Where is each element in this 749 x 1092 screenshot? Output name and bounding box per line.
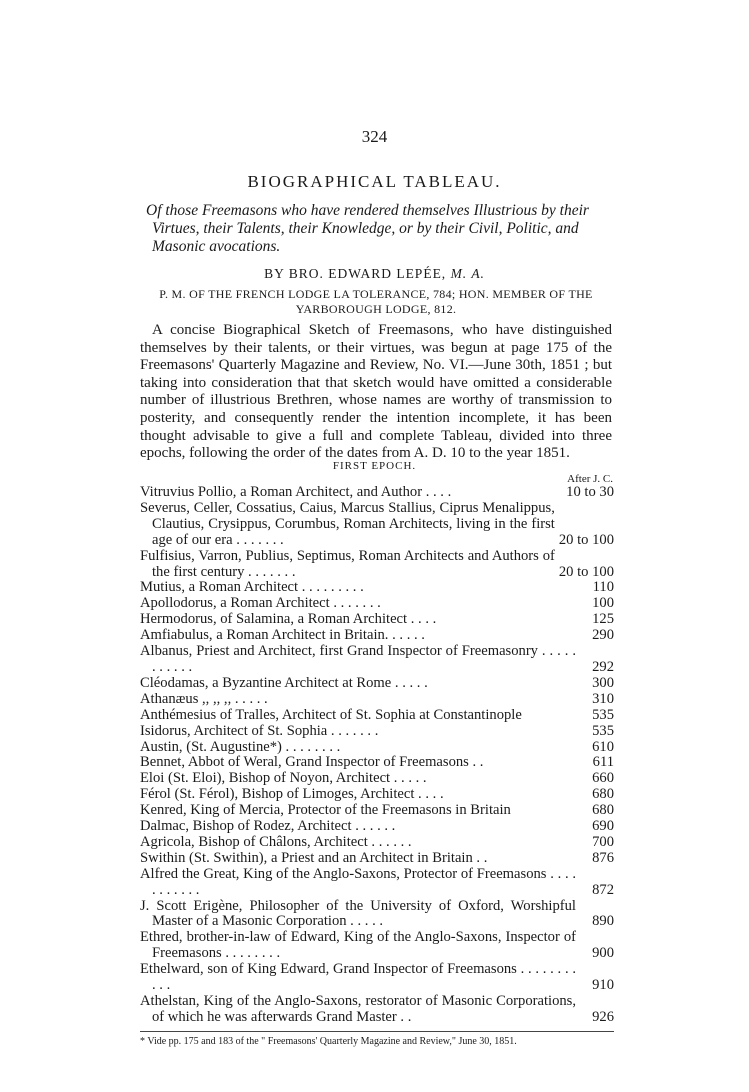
- entry-text: Mutius, a Roman Architect . . . . . . . . .: [140, 579, 364, 596]
- entry-text: Isidorus, Architect of St. Sophia . . . . . . .: [140, 722, 379, 739]
- entry-year: 20 to 100: [558, 531, 614, 548]
- entry-text: Kenred, King of Mercia, Protector of the Freemasons in Britain: [140, 802, 511, 819]
- entry-row: [140, 644, 614, 676]
- entry-year: 310: [592, 690, 614, 707]
- entry-year: 680: [592, 802, 614, 819]
- author-name: BY BRO. EDWARD LEPÉE,: [264, 266, 447, 281]
- entry-row: [140, 580, 614, 596]
- entry-text: Bennet, Abbot of Weral, Grand Inspector of Freemasons . .: [140, 754, 484, 771]
- entry-row: [140, 676, 614, 692]
- entry-text: Albanus, Priest and Architect, first Grand Inspector of Freemasonry . . . . . . . . . . .: [140, 643, 576, 675]
- author-affiliation: P. M. OF THE FRENCH LODGE LA TOLERANCE, 784; HON. MEMBER OF THE YARBOROUGH LODGE, 812.: [159, 287, 593, 316]
- entry-year: 926: [592, 1008, 614, 1025]
- entry-text: Hermodorus, of Salamina, a Roman Architect . . . .: [140, 611, 437, 628]
- entry-row: [140, 549, 614, 581]
- entry-text: Eloi (St. Eloi), Bishop of Noyon, Architect . . . . .: [140, 770, 427, 787]
- entry-row: [140, 596, 614, 612]
- entry-row: [140, 501, 614, 549]
- entry-row: [140, 803, 614, 819]
- entry-year: 125: [592, 611, 614, 628]
- entry-year: 610: [592, 738, 614, 755]
- entry-row: [140, 994, 614, 1026]
- entry-text: Athelstan, King of the Anglo-Saxons, restorator of Masonic Corporations, of which he was afterwards Grand Master . .: [140, 993, 576, 1025]
- entry-year: 890: [592, 913, 614, 930]
- entry-row: [140, 962, 614, 994]
- entry-year: 680: [592, 786, 614, 803]
- entry-row: [140, 755, 614, 771]
- entry-text: Ethelward, son of King Edward, Grand Inspector of Freemasons . . . . . . . . . . .: [140, 961, 576, 994]
- year-column-header: After J. C.: [567, 473, 613, 485]
- entry-text: Agricola, Bishop of Châlons, Architect . . . . . .: [140, 833, 412, 850]
- entry-year: 20 to 100: [558, 563, 614, 580]
- entry-year: 535: [592, 722, 614, 739]
- entry-year: 700: [592, 833, 614, 850]
- entry-row: [140, 724, 614, 740]
- page-title: BIOGRAPHICAL TABLEAU.: [247, 172, 502, 191]
- entry-text: Severus, Celler, Cossatius, Caius, Marcus Stallius, Ciprus Menalippus, Clautius, Crysippus, Corumbus, Roman Architects, living in the first age of our era . . . . . . .: [140, 499, 555, 548]
- footnote: * Vide pp. 175 and 183 of the " Freemasons' Quarterly Magazine and Review," June 30, 1851.: [140, 1036, 517, 1047]
- entry-year: 876: [592, 849, 614, 866]
- entry-row: [140, 787, 614, 803]
- entry-text: Vitruvius Pollio, a Roman Architect, and Author . . . .: [140, 484, 452, 500]
- entry-year: 910: [592, 977, 614, 994]
- entry-text: Athanæus ,, ,, ,, . . . . .: [140, 690, 268, 707]
- entry-year: 611: [592, 754, 614, 771]
- intro-text: A concise Biographical Sketch of Freemasons, who have distinguished themselves by their talents, or their virtues, was begun at page 175 of the Freemasons' Quarterly Magazine and Review, No. VI.—June 30th, 1851 ; but taking into consideration that that sketch would have omitted a considerable number of illustrious Brethren, whose names are worthy of transmission to posterity, and consequently render the intention incomplete, it has been thought advisable to give a full and complete Tableau, divided into three epochs, following the order of the dates from A. D. 10 to the year 1851.: [140, 322, 612, 462]
- subtitle: Of those Freemasons who have rendered themselves Illustrious by their Virtues, their Talents, their Knowledge, or by their Civil, Politic, and Masonic avocations.: [146, 202, 589, 255]
- entry-year: 660: [592, 770, 614, 787]
- entry-row: [140, 628, 614, 644]
- entry-row: [140, 819, 614, 835]
- entry-text: Ethred, brother-in-law of Edward, King of the Anglo-Saxons, Inspector of Freemasons . . . . . . . .: [140, 929, 576, 962]
- entry-text: Swithin (St. Swithin), a Priest and an Architect in Britain . .: [140, 849, 488, 866]
- author-degree: M. A.: [450, 266, 485, 281]
- entry-row: [140, 708, 614, 724]
- entry-row: [140, 851, 614, 867]
- entry-row: [140, 612, 614, 628]
- entry-text: Dalmac, Bishop of Rodez, Architect . . . . . .: [140, 818, 396, 835]
- entry-year: 292: [592, 658, 614, 675]
- entry-year: 872: [592, 881, 614, 898]
- entry-row: [140, 771, 614, 787]
- entry-year: 290: [592, 627, 614, 644]
- entry-row: [140, 835, 614, 851]
- entry-text: Férol (St. Férol), Bishop of Limoges, Architect . . . .: [140, 786, 444, 803]
- intro-paragraph: [140, 322, 612, 463]
- entry-text: Anthémesius of Tralles, Architect of St. Sophia at Constantinople: [140, 706, 522, 723]
- entry-list: [140, 485, 614, 1026]
- entry-text: Apollodorus, a Roman Architect . . . . . . .: [140, 595, 381, 612]
- footnote-divider: [140, 1031, 614, 1032]
- page-number: 324: [361, 127, 388, 146]
- entry-text: Cléodamas, a Byzantine Architect at Rome . . . . .: [140, 674, 428, 691]
- entry-year: 10 to 30: [566, 484, 614, 500]
- entry-row: [140, 930, 614, 962]
- author-line: [0, 266, 749, 282]
- entry-year: 900: [592, 945, 614, 962]
- entry-row: [140, 740, 614, 756]
- entry-row: [140, 692, 614, 708]
- entry-year: 100: [592, 595, 614, 612]
- entry-text: Austin, (St. Augustine*) . . . . . . . .: [140, 738, 341, 755]
- entry-year: 535: [592, 706, 614, 723]
- entry-year: 690: [592, 818, 614, 835]
- entry-row: [140, 867, 614, 899]
- entry-text: J. Scott Erigène, Philosopher of the University of Oxford, Worshipful Master of a Masonic Corporation . . . . .: [140, 897, 576, 930]
- entry-row: [140, 899, 614, 931]
- entry-text: Fulfisius, Varron, Publius, Septimus, Roman Architects and Authors of the first century . . . . . . .: [140, 547, 555, 580]
- epoch-heading: FIRST EPOCH.: [332, 460, 417, 472]
- entry-year: 110: [592, 579, 614, 596]
- entry-year: 300: [592, 674, 614, 691]
- entry-text: Amfiabulus, a Roman Architect in Britain. . . . . .: [140, 627, 425, 644]
- entry-text: Alfred the Great, King of the Anglo-Saxons, Protector of Freemasons . . . . . . . . . . .: [140, 865, 576, 898]
- entry-row: [140, 485, 614, 501]
